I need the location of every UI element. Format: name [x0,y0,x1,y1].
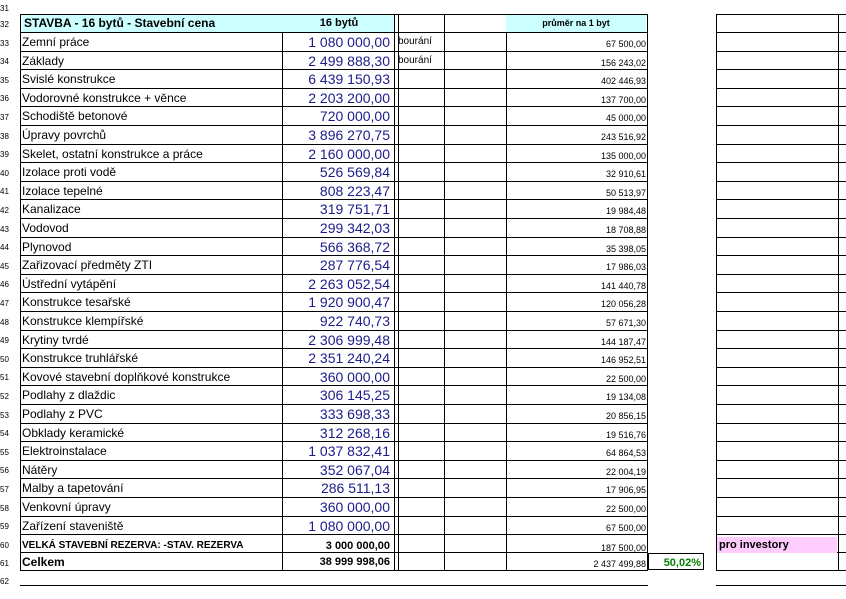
row-number: 37 [0,113,9,122]
row-average: 35 398,05 [605,243,646,254]
row-average: 243 516,92 [600,132,646,142]
row-average: 17 986,03 [605,262,646,273]
row-number: 60 [0,540,9,550]
row-number: 56 [0,466,9,476]
row-average: 32 910,61 [605,169,646,180]
row-average: 67 500,00 [605,522,646,533]
row-border [716,237,846,238]
row-label: Skelet, ostatní konstrukce a práce [22,146,203,161]
column-header-average: průměr na 1 byt [506,15,646,32]
sheet-title: STAVBA - 16 bytů - Stavební cena [22,15,284,32]
row-label: Svislé konstrukce [22,72,116,87]
row-number: 52 [0,392,9,401]
row-border [716,125,846,126]
row-label: Konstrukce truhlářské [22,351,139,366]
row-cost: 1 080 000,00 [308,517,390,534]
row-number: 59 [0,522,9,532]
row-border [716,69,846,70]
row-label: Podlahy z PVC [22,407,103,421]
row-average: 144 187,47 [600,336,646,347]
row-number: 58 [0,503,9,513]
row-cost: 352 067,04 [319,461,390,478]
row-label: Plynovod [22,239,72,254]
row-average: 22 500,00 [605,504,646,514]
row-border [716,516,846,517]
row-average: 50 513,97 [605,187,646,198]
row-label: Nátěry [22,462,58,477]
column-border [716,14,717,571]
row-cost: 1 037 832,41 [308,443,390,460]
row-cost: 526 569,84 [319,164,390,181]
row-border [716,348,846,349]
total-percent: 50,02% [648,553,704,570]
row-number: 51 [0,373,9,383]
row-border [716,385,846,386]
row-border [716,330,846,331]
row-label: Vodorovné konstrukce + věnce [22,90,187,105]
row-cost: 360 000,00 [319,499,390,515]
row-label: Venkovní úpravy [22,500,111,514]
row-number: 48 [0,317,9,327]
row-label: Kovové stavební doplňkové konstrukce [22,369,231,384]
row-label: Konstrukce klempířské [22,314,144,328]
row-cost: 306 145,25 [319,387,390,404]
row-border [716,32,846,33]
row-border [716,534,846,535]
row-cost: 3 896 270,75 [308,127,390,143]
row-average: 45 000,00 [605,113,646,124]
row-average: 22 004,19 [605,466,646,477]
row-number: 31 [0,4,9,13]
row-border [716,367,846,368]
row-label: Konstrukce tesařské [22,295,131,310]
row-label: Schodiště betonové [22,109,128,124]
reserve-label: VELKÁ STAVEBNÍ REZERVA: -STAV. REZERVA [22,540,244,551]
row-average: 64 864,53 [605,448,646,459]
row-border [20,585,648,586]
row-cost: 2 203 200,00 [308,89,390,106]
row-border [716,460,846,461]
investor-label: pro investory [717,537,837,553]
row-border [716,585,846,586]
row-cost: 2 263 052,54 [308,275,390,292]
row-cost: 319 751,71 [319,201,390,218]
row-cost: 922 740,73 [319,313,390,329]
row-border [716,162,846,163]
row-label: Obklady keramické [22,425,125,440]
row-number: 55 [0,447,9,457]
row-note: bourání [398,54,432,66]
row-label: Ústřední vytápění [22,276,117,291]
row-number: 54 [0,429,9,439]
row-label: Zařízení staveniště [22,518,124,533]
row-border [716,497,846,498]
column-border [444,14,445,571]
row-border [716,570,846,571]
row-border [716,14,846,15]
row-cost: 312 268,16 [319,424,390,441]
row-border [716,181,846,182]
row-number: 45 [0,261,9,271]
row-number: 38 [0,131,9,141]
row-border [716,218,846,219]
row-border [716,478,846,479]
row-label: Podlahy z dlaždic [22,388,116,403]
row-number: 62 [0,577,9,586]
row-average: 402 446,93 [600,76,646,87]
row-number: 44 [0,243,9,253]
row-number: 41 [0,187,9,197]
column-border [398,14,399,571]
row-average: 146 952,51 [600,355,646,366]
row-average: 19 134,08 [605,392,646,403]
row-number: 39 [0,150,9,160]
total-average: 2 437 499,88 [593,559,646,569]
row-border [716,404,846,405]
row-average: 17 906,95 [605,485,646,496]
row-number: 61 [0,559,9,569]
row-label: Základy [22,53,65,68]
row-border [716,106,846,107]
row-average: 141 440,78 [600,280,646,291]
row-number: 43 [0,224,9,234]
row-number: 32 [0,20,9,29]
row-cost: 1 920 900,47 [308,294,390,311]
row-cost: 2 160 000,00 [308,145,390,162]
row-number: 36 [0,94,9,104]
row-label: Elektroinstalace [22,444,107,459]
row-cost: 287 776,54 [319,257,390,274]
row-cost: 2 351 240,24 [308,350,390,367]
row-border [716,144,846,145]
row-label: Úpravy povrchů [22,128,107,142]
row-cost: 2 306 999,48 [308,331,390,348]
row-cost: 566 368,72 [319,238,390,255]
row-label: Krytiny tvrdé [22,332,89,347]
row-cost: 808 223,47 [319,182,390,199]
row-number: 34 [0,57,9,67]
row-average: 19 516,76 [605,429,646,440]
row-label: Izolace proti vodě [22,165,117,180]
column-header-cost: 16 bytů [284,15,394,32]
row-cost: 299 342,03 [319,220,390,236]
row-average: 57 671,30 [605,318,646,328]
total-label: Celkem [22,555,65,569]
row-note: bourání [398,36,432,47]
reserve-average: 187 500,00 [600,543,646,553]
column-border [394,14,395,571]
row-cost: 6 439 150,93 [308,71,390,88]
row-average: 18 708,88 [605,225,646,235]
row-label: Malby a tapetování [22,481,124,496]
row-label: Kanalizace [22,202,81,217]
row-cost: 1 080 000,00 [308,34,390,50]
row-label: Izolace tepelné [22,183,103,198]
row-border [716,423,846,424]
row-border [716,311,846,312]
row-cost: 286 511,13 [320,480,390,497]
row-label: Zařizovací předměty ZTI [22,258,153,273]
row-number: 53 [0,410,9,420]
row-number: 40 [0,168,9,178]
row-border [716,88,846,89]
row-number: 33 [0,38,9,48]
row-number: 47 [0,299,9,308]
row-number: 57 [0,485,9,494]
row-number: 50 [0,354,9,364]
row-cost: 333 698,33 [319,406,390,422]
row-cost: 2 499 888,30 [308,52,390,69]
row-average: 67 500,00 [605,39,646,49]
total-cost: 38 999 998,06 [319,556,390,568]
row-border [716,274,846,275]
row-average: 22 500,00 [605,373,646,384]
row-cost: 720 000,00 [319,108,390,125]
row-cost: 360 000,00 [319,368,390,385]
row-number: 49 [0,336,9,346]
row-number: 46 [0,280,9,290]
row-number: 35 [0,75,9,85]
row-label: Zemní práce [22,35,90,49]
row-label: Vodovod [22,221,69,235]
row-average: 19 984,48 [605,206,646,217]
column-border [20,14,21,571]
row-border [716,441,846,442]
row-border [716,51,846,52]
reserve-cost: 3 000 000,00 [325,540,390,552]
column-border [838,14,839,571]
row-average: 137 700,00 [600,94,646,105]
row-border [716,292,846,293]
row-border [716,199,846,200]
row-average: 20 856,15 [605,411,646,421]
row-average: 120 056,28 [600,299,646,310]
row-border [716,255,846,256]
row-average: 156 243,02 [600,57,646,68]
column-border [647,14,648,571]
row-number: 42 [0,206,9,215]
row-average: 135 000,00 [600,150,646,161]
